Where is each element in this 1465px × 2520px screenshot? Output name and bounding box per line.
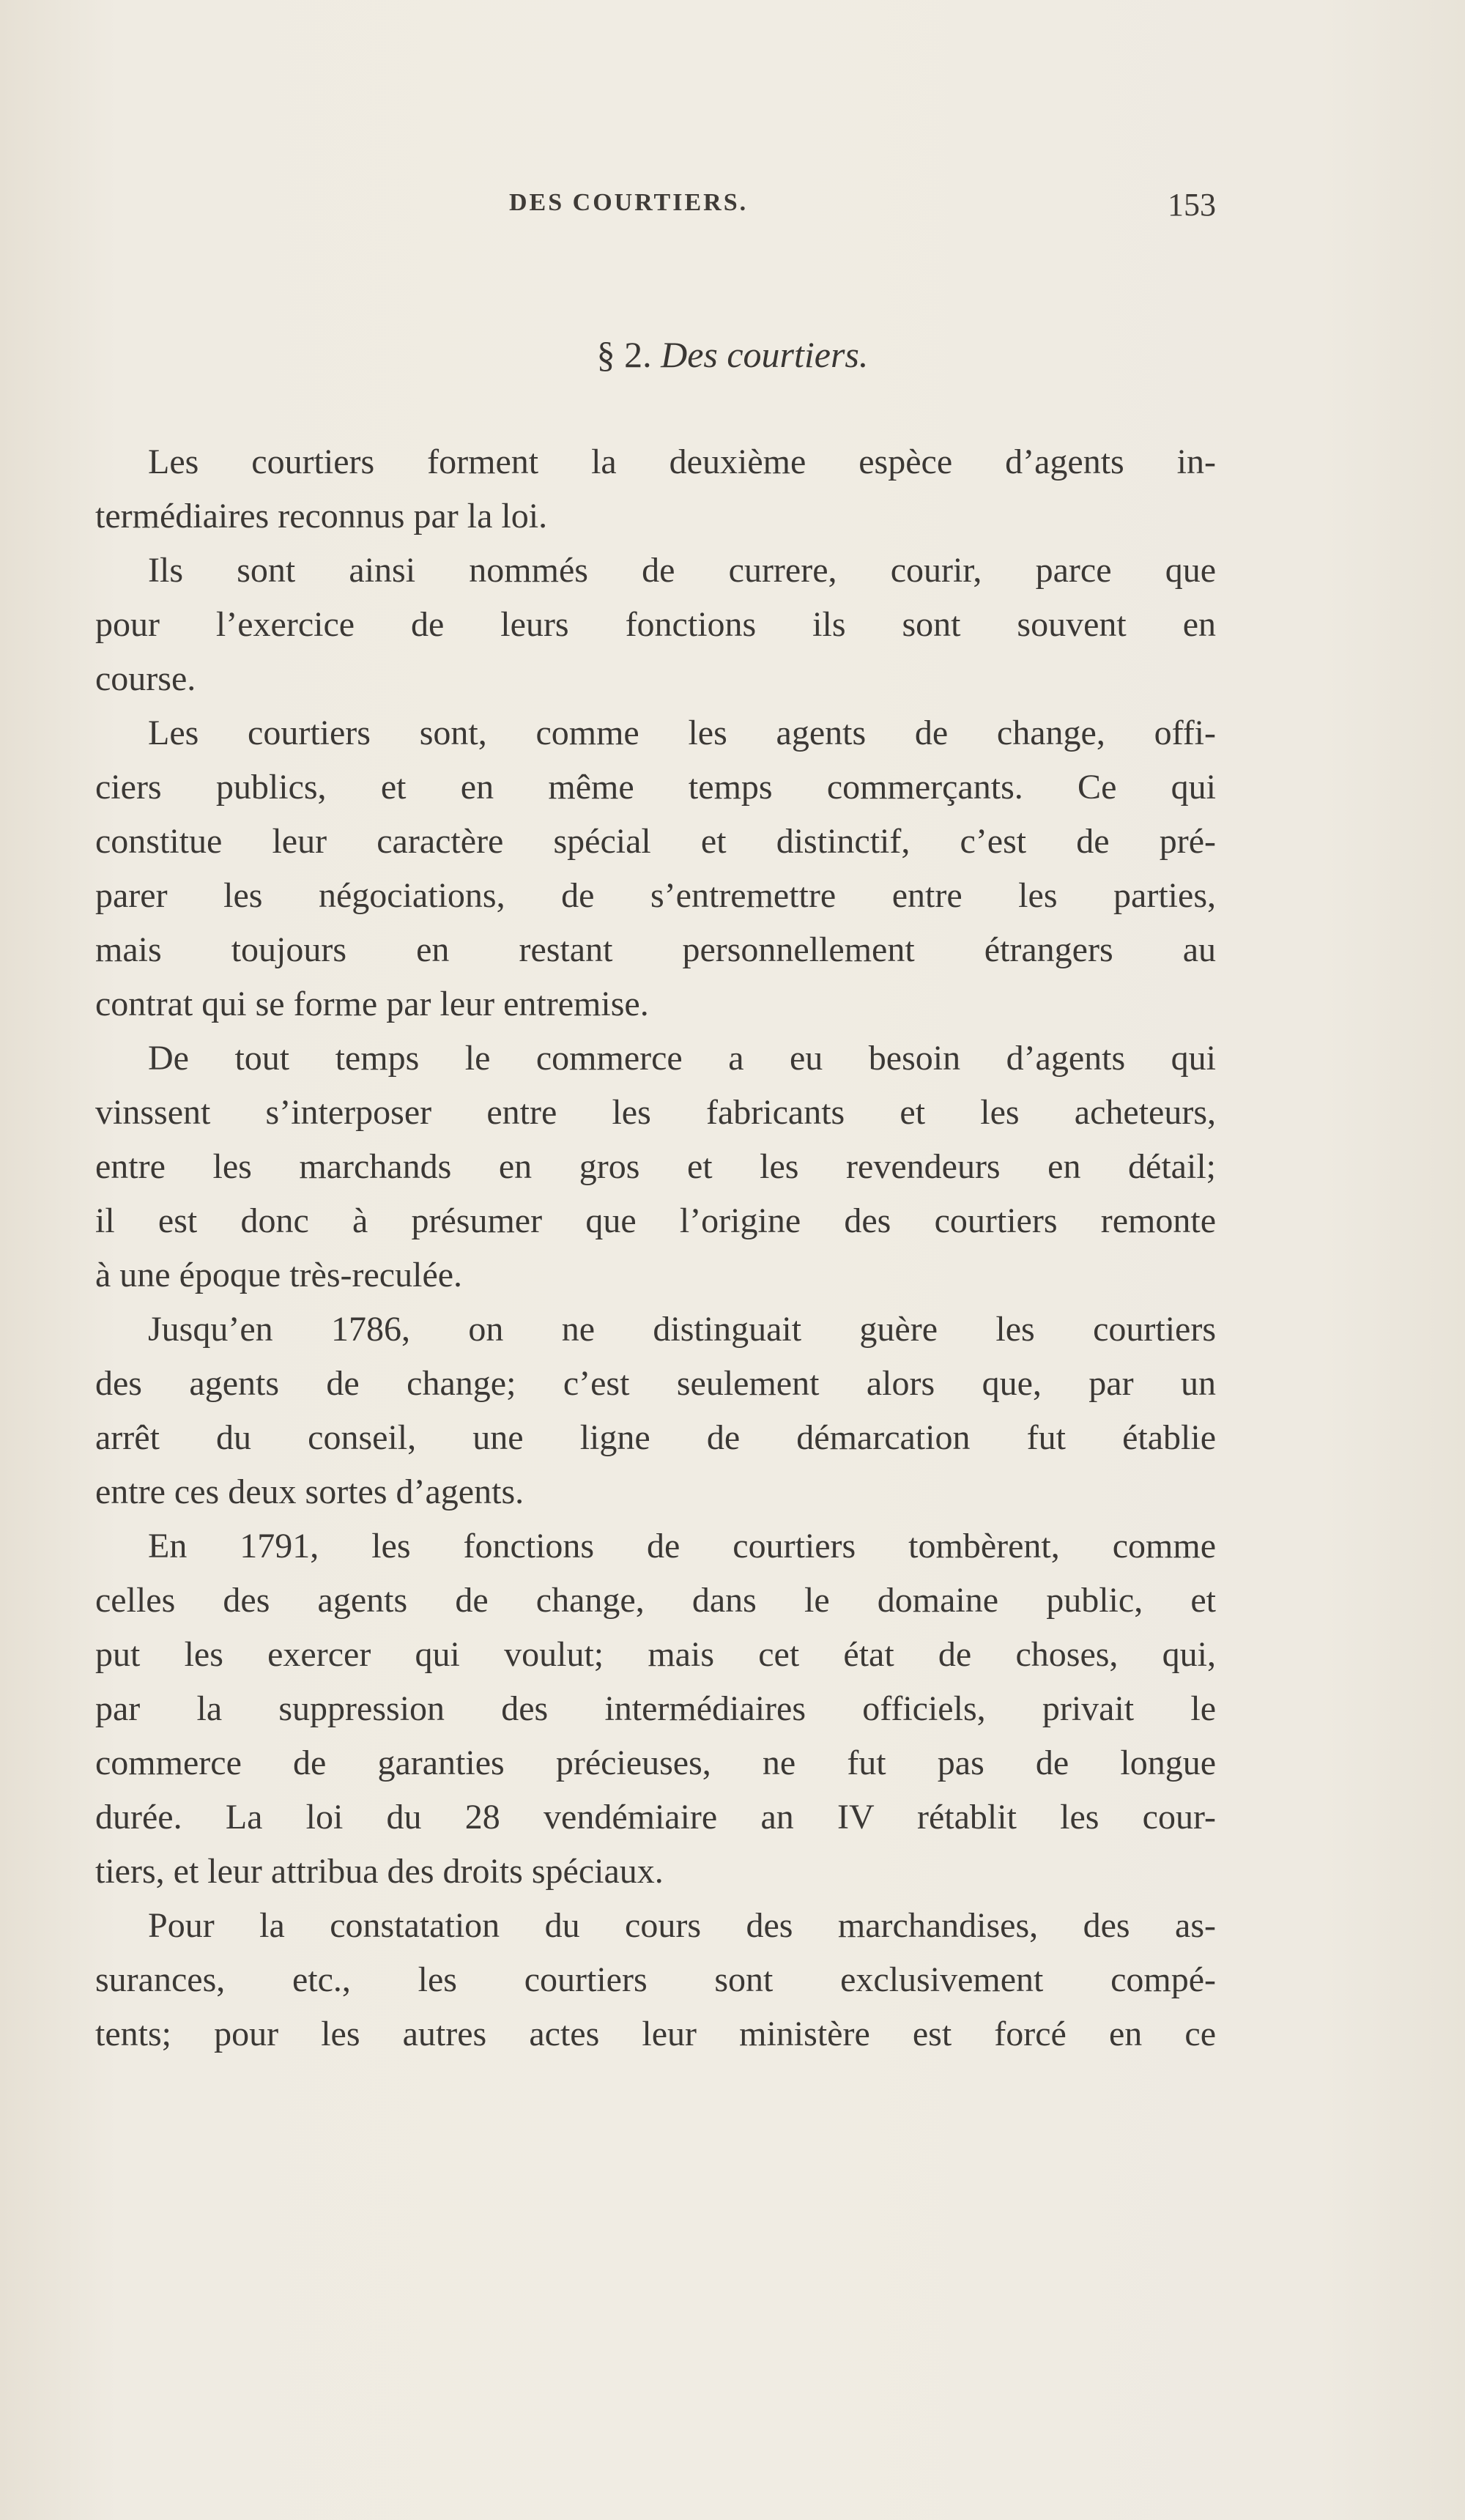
text-line: celles des agents de change, dans le domaine public, et [95,1581,1216,1620]
text-line: entre les marchands en gros et les revendeurs en détail; [95,1147,1216,1186]
text-line: entre ces deux sortes d’agents. [95,1472,524,1511]
text-line: pour l’exercice de leurs fonctions ils sont souvent en [95,605,1216,644]
text-line: put les exercer qui voulut; mais cet état de choses, qui, [95,1635,1216,1674]
text-line: constitue leur caractère spécial et distinctif, c’est de pré- [95,822,1216,861]
text-line: arrêt du conseil, une ligne de démarcation fut établie [95,1418,1216,1457]
text-line: contrat qui se forme par leur entremise. [95,985,649,1023]
section-title: Des courtiers. [661,334,869,375]
text-line: tents; pour les autres actes leur ministère est forcé en ce [95,2015,1216,2053]
text-line: commerce de garanties précieuses, ne fut pas de longue [95,1743,1216,1782]
text-line: il est donc à présumer que l’origine des courtiers remonte [95,1201,1216,1240]
section-heading [0,333,1465,376]
text-line: tiers, et leur attribua des droits spéciaux. [95,1852,664,1891]
page-number: 153 [1168,187,1216,223]
text-line: par la suppression des intermédiaires officiels, privait le [95,1689,1216,1728]
running-header [95,189,1216,233]
text-line: des agents de change; c’est seulement alors que, par un [95,1364,1216,1403]
text-line: surances, etc., les courtiers sont exclusivement compé- [95,1960,1216,1999]
text-line: parer les négociations, de s’entremettre entre les parties, [95,876,1216,915]
text-line: mais toujours en restant personnellement étrangers au [95,930,1216,969]
text-line: termédiaires reconnus par la loi. [95,497,548,536]
text-line: ciers publics, et en même temps commerçants. Ce qui [95,768,1216,807]
body-text [95,435,1216,2061]
text-line: En 1791, les fonctions de courtiers tombèrent, comme [148,1527,1216,1565]
text-line: à une époque très-reculée. [95,1256,463,1294]
text-line: Pour la constatation du cours des marchandises, des as- [148,1906,1216,1945]
text-line: Les courtiers forment la deuxième espèce d’agents in- [148,442,1216,481]
text-line: De tout temps le commerce a eu besoin d’agents qui [148,1039,1216,1078]
running-title: DES COURTIERS. [509,189,749,216]
section-number: § 2. [596,334,652,375]
text-line: Jusqu’en 1786, on ne distinguait guère les courtiers [148,1310,1216,1349]
text-line: Les courtiers sont, comme les agents de change, offi- [148,714,1216,752]
text-line: Ils sont ainsi nommés de currere, courir, parce que [148,551,1216,590]
text-line: durée. La loi du 28 vendémiaire an IV rétablit les cour- [95,1798,1216,1837]
text-line: course. [95,659,196,698]
text-line: vinssent s’interposer entre les fabricants et les acheteurs, [95,1093,1216,1132]
